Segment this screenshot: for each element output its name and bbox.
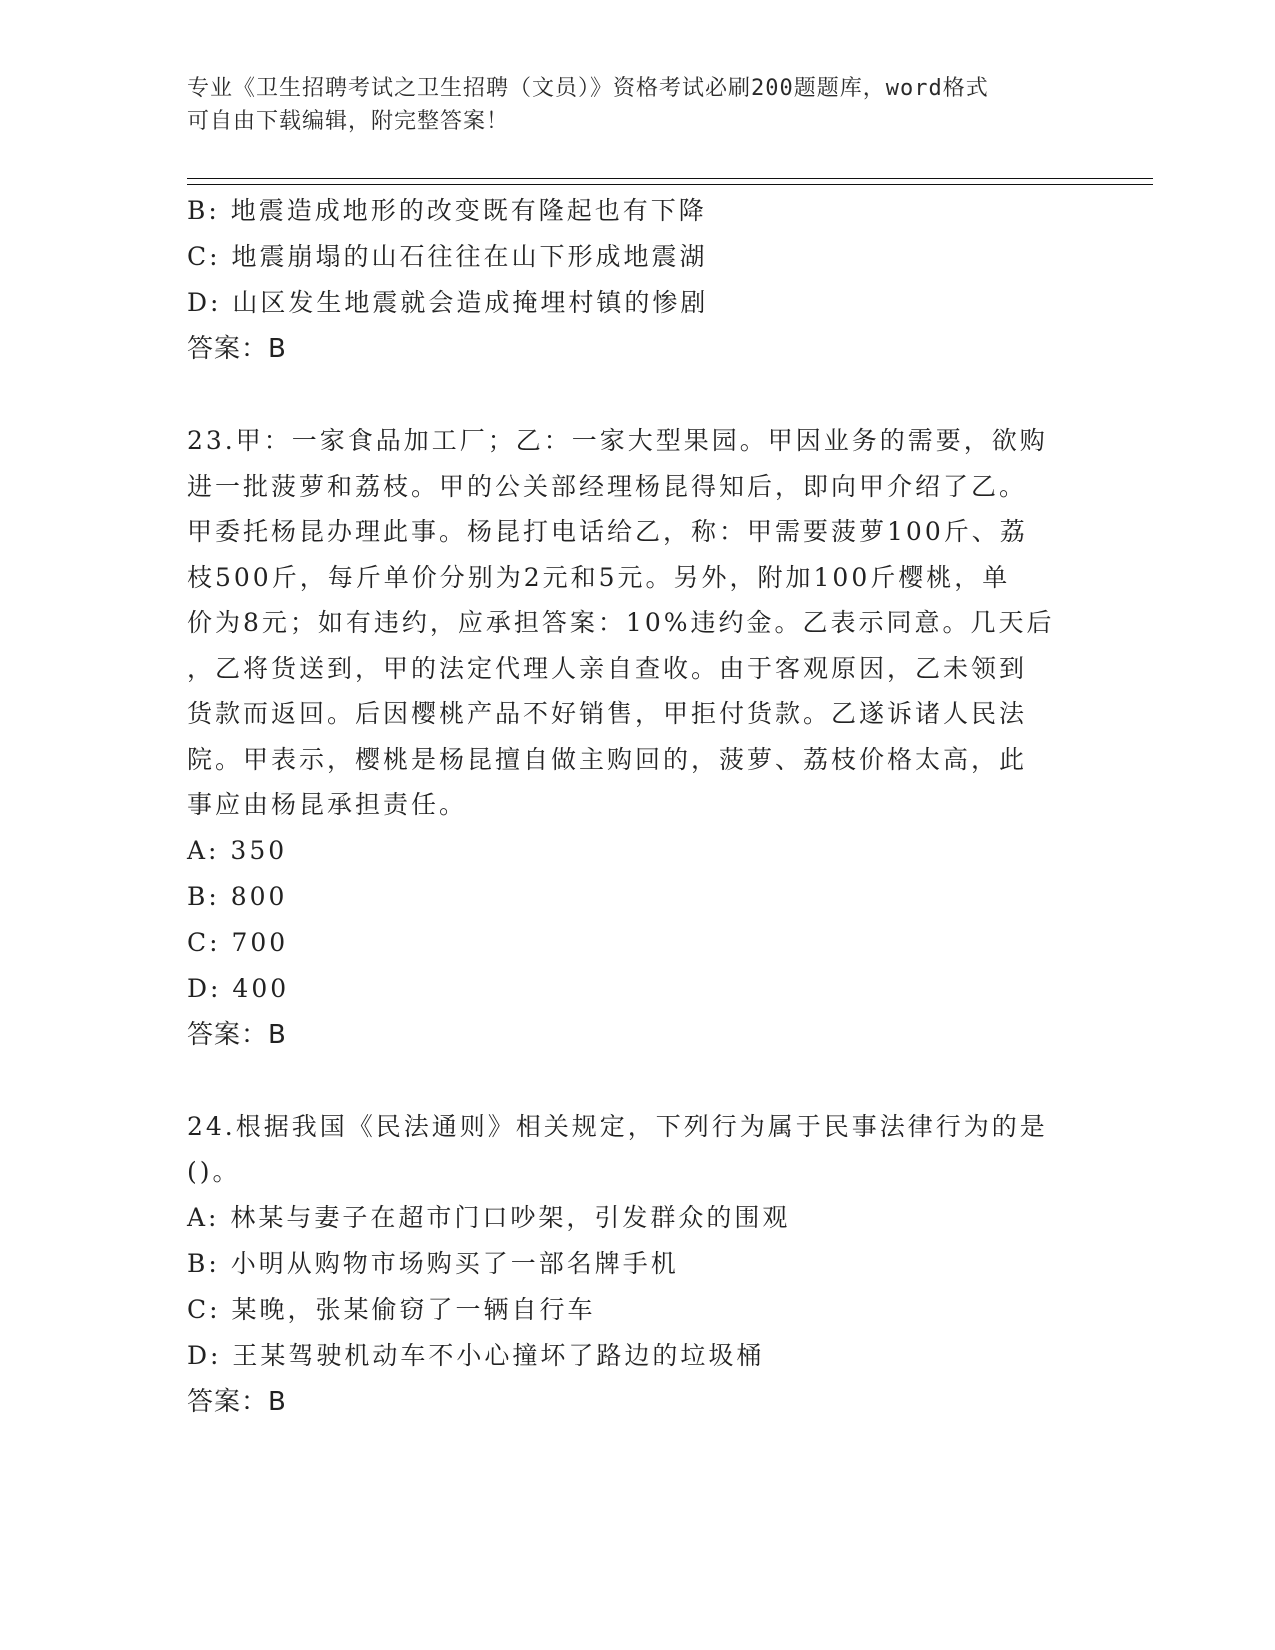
option-d: D: 400 (187, 973, 290, 1003)
stem-line: 货款而返回。后因樱桃产品不好销售，甲拒付货款。乙遂诉诸人民法 (187, 699, 1028, 728)
option-d: D: 王某驾驶机动车不小心撞坏了路边的垃圾桶 (187, 1340, 765, 1370)
stem-line: 进一批菠萝和荔枝。甲的公关部经理杨昆得知后，即向甲介绍了乙。 (187, 471, 1028, 501)
option-b: B: 小明从购物市场购买了一部名牌手机 (187, 1248, 679, 1278)
question-stem (187, 1104, 1077, 1195)
header-line-2: 可自由下载编辑，附完整答案！ (187, 109, 510, 134)
header-divider-top (187, 178, 1153, 179)
stem-line: 事应由杨昆承担责任。 (187, 790, 468, 819)
spacer (187, 372, 1077, 418)
answer-line: 答案：B (187, 334, 287, 364)
stem-line: 枝500斤，每斤单价分别为2元和5元。另外，附加100斤樱桃，单 (187, 562, 1011, 592)
document-header (187, 72, 1087, 138)
option-c: C: 某晚，张某偷窃了一辆自行车 (187, 1294, 596, 1324)
header-line-1: 专业《卫生招聘考试之卫生招聘（文员）》资格考试必刷200题题库，word格式 (187, 76, 989, 101)
answer-line: 答案：B (187, 1019, 287, 1050)
option-c: C: 地震崩塌的山石往往在山下形成地震湖 (187, 242, 708, 271)
option-a: A: 350 (187, 835, 288, 865)
stem-line: 院。甲表示，樱桃是杨昆擅自做主购回的，菠萝、荔枝价格太高，此 (187, 744, 1028, 774)
stem-line: ()。 (187, 1157, 241, 1186)
question-22 (187, 188, 1077, 372)
answer-line: 答案：B (187, 1386, 287, 1417)
stem-line: 24.根据我国《民法通则》相关规定，下列行为属于民事法律行为的是 (187, 1111, 1048, 1141)
option-d: D: 山区发生地震就会造成掩埋村镇的惨剧 (187, 288, 709, 317)
stem-line: 23.甲：一家食品加工厂；乙：一家大型果园。甲因业务的需要，欲购 (187, 426, 1048, 455)
option-c: C: 700 (187, 927, 289, 957)
stem-line: ，乙将货送到，甲的法定代理人亲自查收。由于客观原因，乙未领到 (187, 653, 1028, 683)
header-divider-bottom (187, 184, 1153, 185)
stem-line: 甲委托杨昆办理此事。杨昆打电话给乙，称：甲需要菠萝100斤、荔 (187, 517, 1028, 546)
question-23 (187, 418, 1077, 1058)
question-24 (187, 1104, 1077, 1425)
option-b: B: 800 (187, 881, 288, 911)
option-a: A: 林某与妻子在超市门口吵架，引发群众的围观 (187, 1202, 791, 1232)
option-b: B: 地震造成地形的改变既有隆起也有下降 (187, 196, 707, 225)
spacer (187, 1058, 1077, 1104)
stem-line: 价为8元；如有违约，应承担答案：10%违约金。乙表示同意。几天后 (187, 608, 1055, 637)
document-body (187, 188, 1077, 1425)
question-stem (187, 418, 1077, 828)
